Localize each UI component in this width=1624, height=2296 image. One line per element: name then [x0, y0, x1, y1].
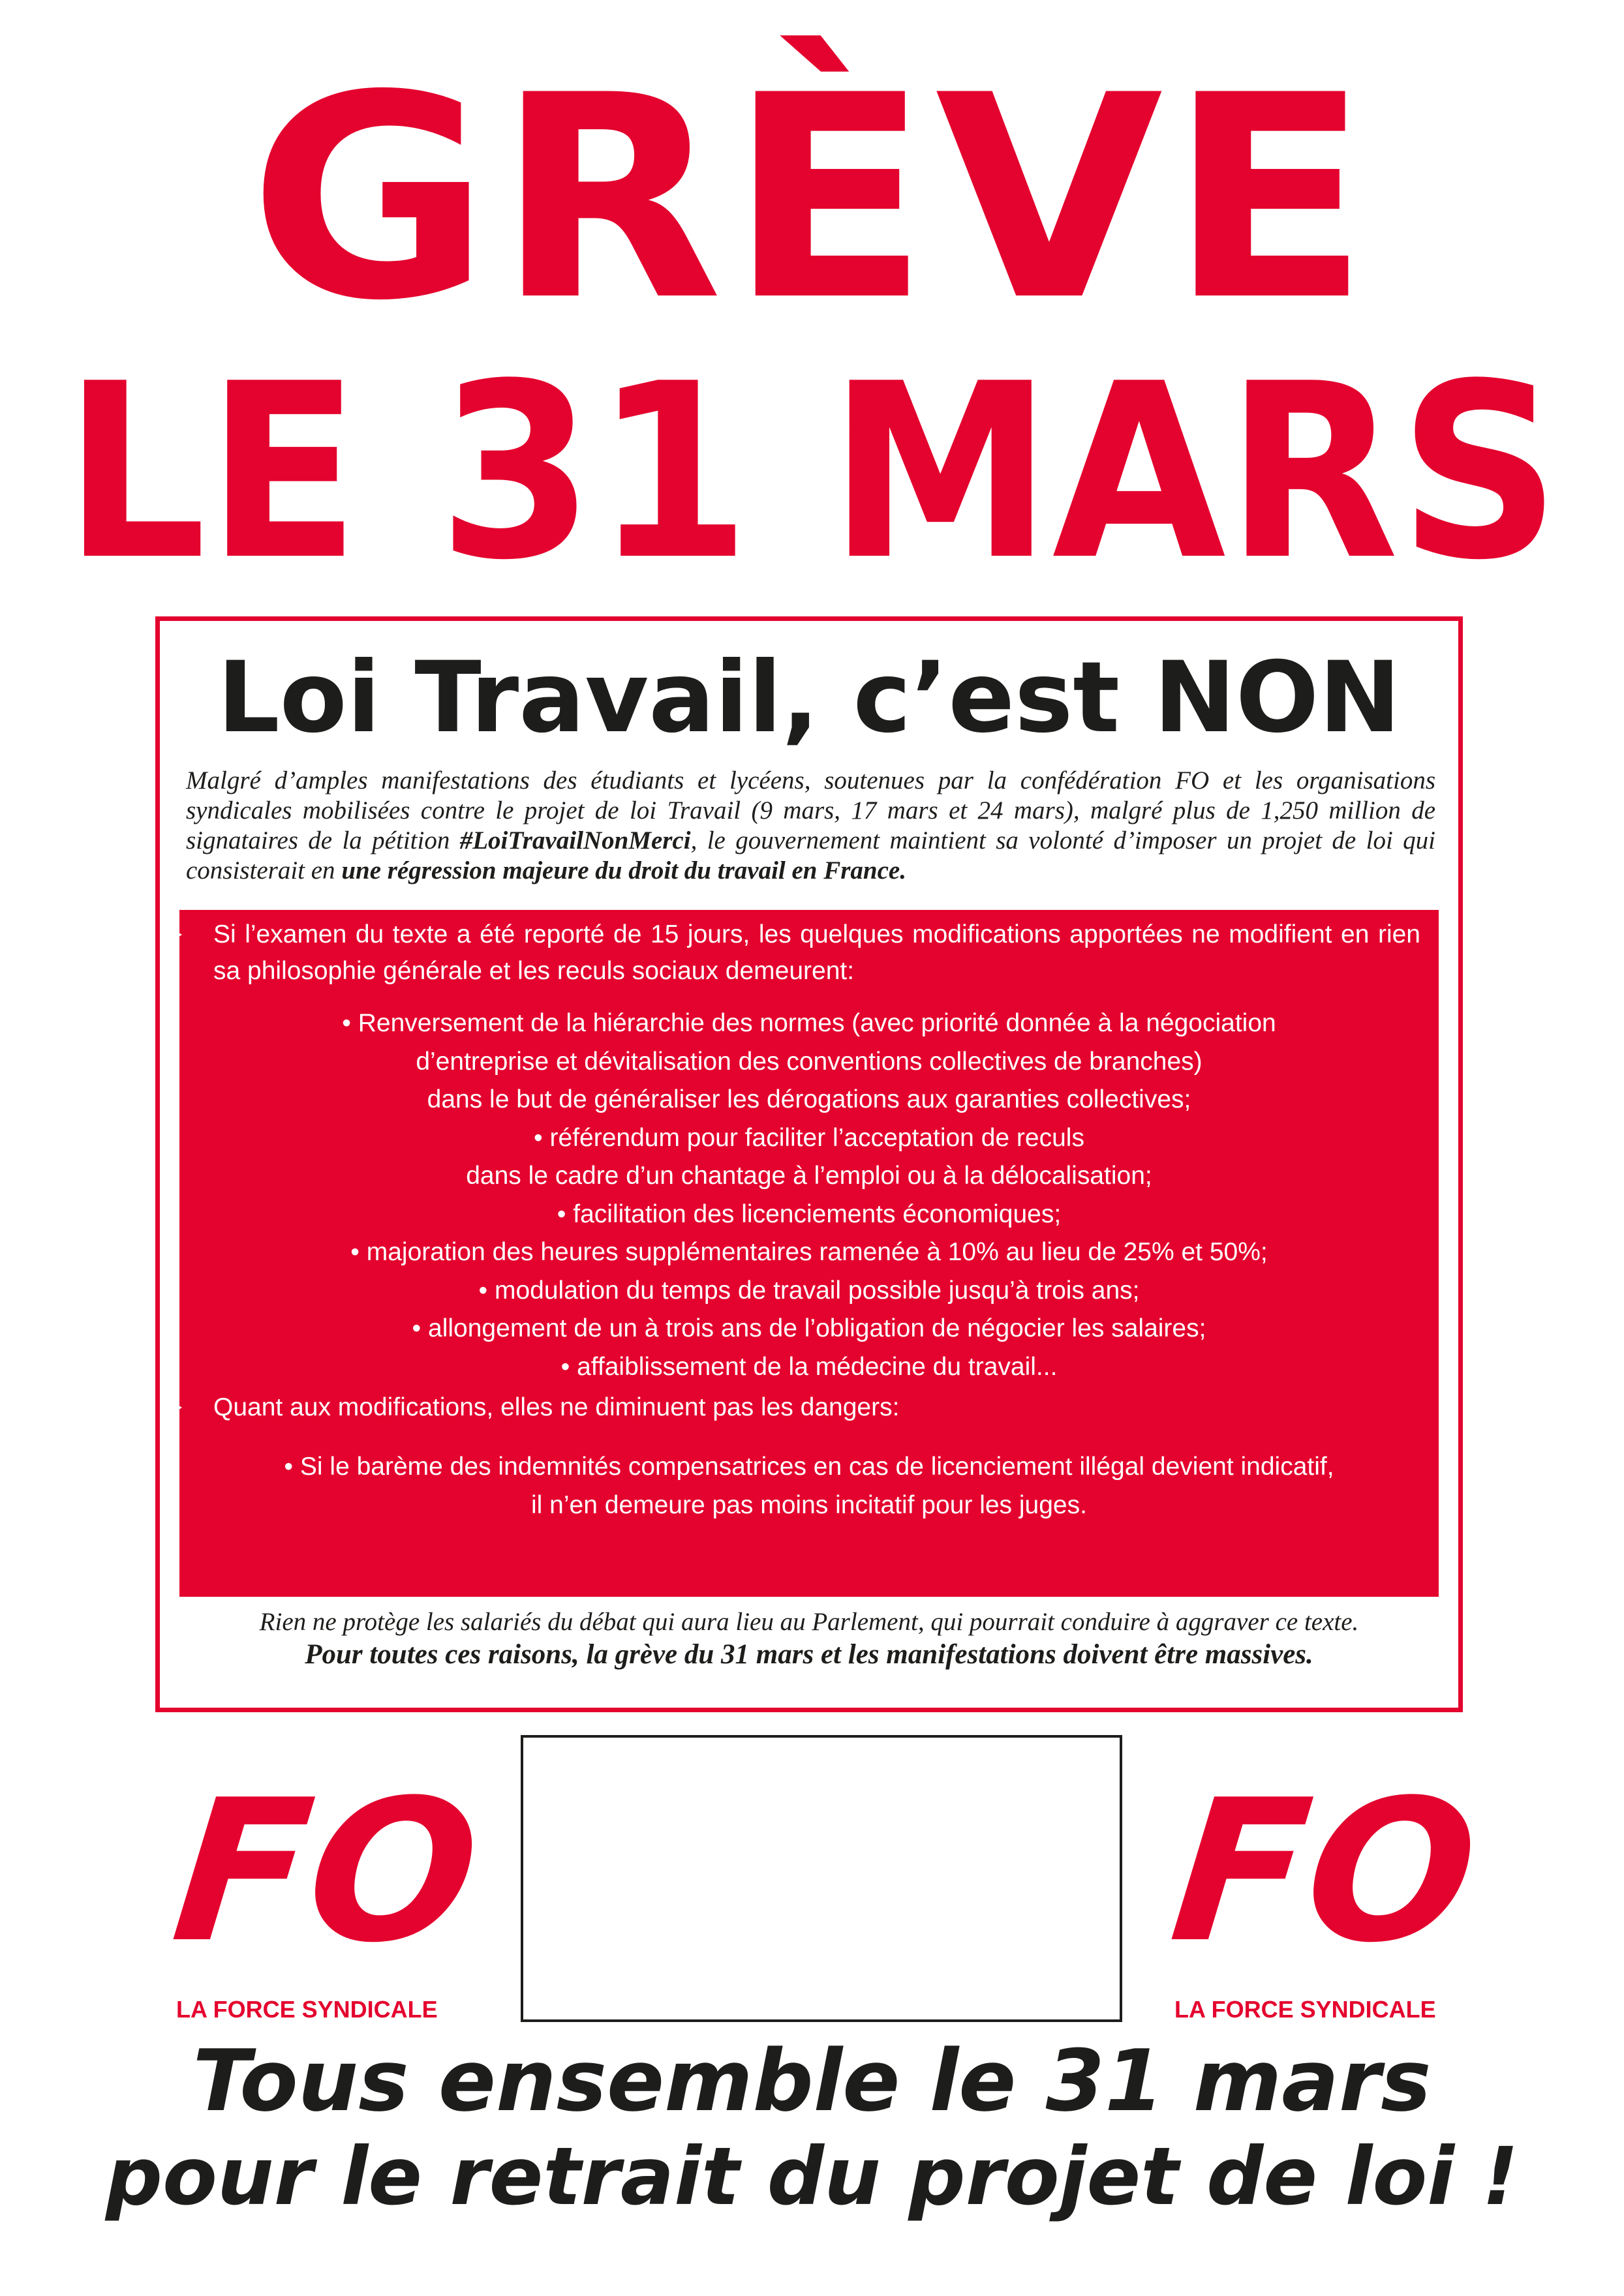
list-item: • majoration des heures supplémentaires ramenée à 10% au lieu de 25% et 50%; — [350, 1238, 1268, 1266]
intro-text-mid: , le gouvernement maintient sa volonté d’imposer un projet de loi qui consisterait en — [186, 826, 1436, 884]
list-item: • allongement de un à trois ans de l’obligation de négocier les salaires; — [412, 1314, 1206, 1342]
list-item: • Si le barème des indemnités compensatrices en cas de licenciement illégal devient indicatif, — [284, 1453, 1334, 1481]
outro-call: Pour toutes ces raisons, la grève du 31 mars et les manifestations doivent être massives. — [305, 1639, 1313, 1670]
headline-greve: GRÈVE — [249, 36, 1375, 362]
intro-emphasis: une régression majeure du droit du travail en France. — [341, 856, 906, 884]
list-item: • affaiblissement de la médecine du travail... — [560, 1352, 1058, 1381]
grievance-panel — [179, 910, 1439, 1597]
outro-text: Rien ne protège les salariés du débat qui aura lieu au Parlement, qui pourrait conduire à aggraver ce texte. — [259, 1608, 1359, 1636]
headline-date: LE 31 MARS — [63, 333, 1561, 613]
fo-logo-left — [164, 1758, 489, 2035]
fo-logo-subtitle: LA FORCE SYNDICALE — [1174, 1996, 1436, 2023]
list-item: • Renversement de la hiérarchie des normes (avec priorité donnée à la négociation — [342, 1009, 1276, 1037]
fo-logo-mark: FO — [164, 1758, 489, 1986]
list-item: • facilitation des licenciements économiques; — [557, 1200, 1062, 1228]
footer-slogan-line2: pour le retrait du projet de loi ! — [105, 2130, 1519, 2223]
footer-slogan-line1: Tous ensemble le 31 mars — [192, 2031, 1432, 2130]
list-item: • référendum pour faciliter l’acceptation de reculs — [534, 1123, 1084, 1152]
grievance-intro: Si l’examen du texte a été reporté de 15 jours, les quelques modifications apportées ne modifient en rien sa philosophie générale et les reculs sociaux demeurent: — [213, 920, 1420, 985]
fo-logo-subtitle: LA FORCE SYNDICALE — [176, 1996, 438, 2023]
list-item: • modulation du temps de travail possible jusqu’à trois ans; — [478, 1276, 1140, 1305]
intro-text-start: Malgré d’amples manifestations des étudiants et lycéens, soutenues par la confédération FO et les organisations syndicales mobilisées contre le projet de loi Travail (9 mars, 17 mars et 24 mars), malgré plus de 1,250 million de signataires de la pétition — [186, 766, 1435, 854]
petition-hashtag: #LoiTravailNonMerci — [459, 826, 691, 854]
local-stamp-box — [521, 1735, 1122, 2022]
modifications-list — [179, 1448, 1439, 1524]
fo-logo-right — [1162, 1758, 1487, 2035]
intro-paragraph — [186, 766, 1435, 886]
list-item: d’entreprise et dévitalisation des conventions collectives de branches) — [416, 1047, 1203, 1076]
fo-logo-mark: FO — [1162, 1758, 1487, 1986]
modifications-intro: Quant aux modifications, elles ne diminuent pas les dangers: — [213, 1393, 900, 1421]
grievance-list — [179, 1004, 1439, 1386]
list-item: il n’en demeure pas moins incitatif pour les juges. — [531, 1490, 1087, 1519]
arrow-bullet-icon — [160, 922, 182, 948]
list-item: dans le cadre d’un chantage à l’emploi ou à la délocalisation; — [466, 1162, 1152, 1190]
list-item: dans le but de généraliser les dérogations aux garanties collectives; — [427, 1085, 1191, 1113]
box-title: Loi Travail, c’est NON — [217, 641, 1401, 755]
arrow-bullet-icon — [160, 1395, 182, 1421]
main-content-box — [155, 616, 1463, 1712]
